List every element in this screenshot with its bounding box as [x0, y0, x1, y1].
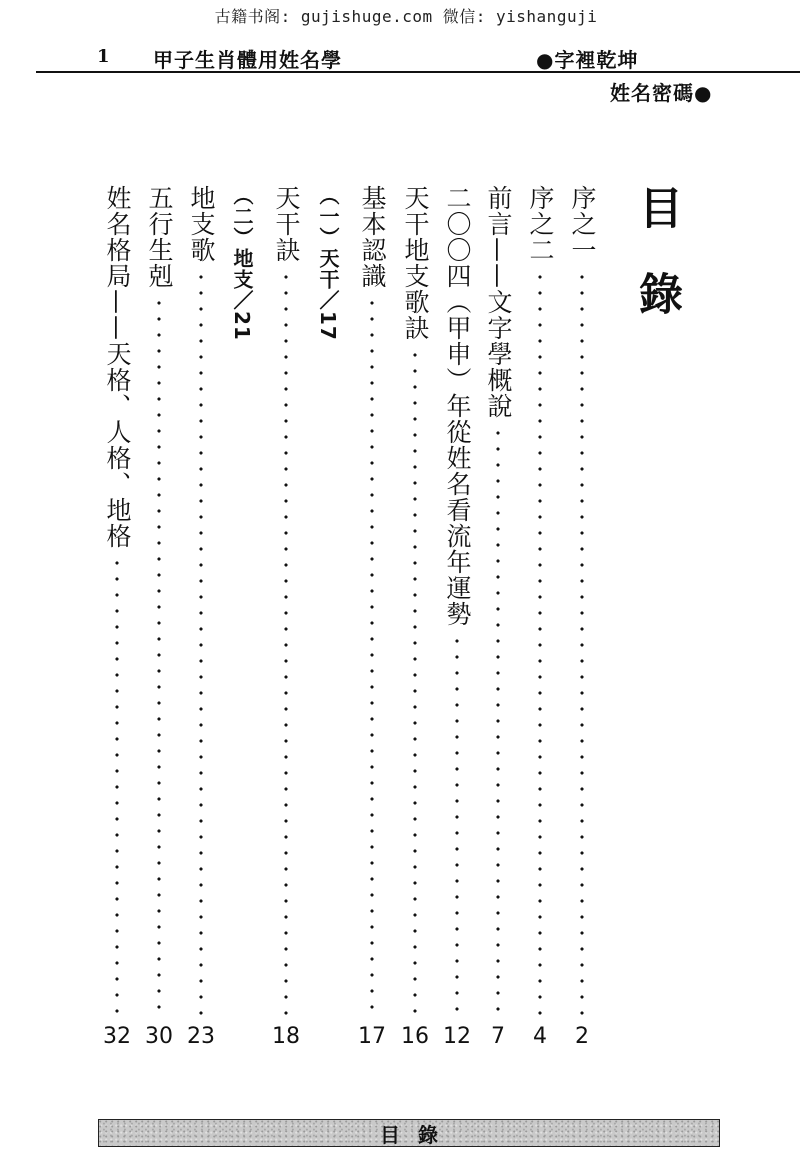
toc-page-number: 17	[358, 1024, 386, 1049]
toc-entry[interactable]	[145, 185, 173, 1015]
toc-entry-text: 五行生剋	[145, 185, 174, 289]
leader-dots	[199, 269, 203, 1015]
toc-page-number: 4	[533, 1024, 547, 1049]
toc-entry[interactable]	[484, 185, 512, 1015]
footer-label: 目錄	[380, 1122, 456, 1147]
toc-subentry[interactable]	[228, 185, 256, 341]
toc-subentry[interactable]	[314, 185, 342, 341]
page-number: 1	[97, 46, 110, 67]
toc-page-number: 23	[187, 1024, 215, 1049]
leader-dots	[580, 269, 584, 1015]
toc-entry-text: 序之二	[526, 185, 555, 263]
leader-dots	[370, 295, 374, 1015]
toc-entry-text: 天干地支歌訣	[401, 185, 430, 341]
toc-entry[interactable]	[272, 185, 300, 1015]
toc-entry[interactable]	[401, 185, 429, 1015]
watermark-text: 古籍书阁: gujishuge.com 微信: yishanguji	[214, 7, 598, 26]
toc-page-number: 30	[145, 1024, 173, 1049]
toc-entry[interactable]	[103, 185, 131, 1015]
leader-dots	[538, 269, 542, 1015]
leader-dots	[496, 425, 500, 1015]
leader-dots	[115, 555, 119, 1015]
toc-entry-text: （一）天干／17	[316, 185, 340, 341]
header-rule	[36, 71, 800, 73]
book-title: 甲子生肖體用姓名學	[153, 48, 342, 72]
toc-entry-text: 姓名格局——天格、人格、地格	[103, 185, 132, 549]
toc-entry-text: 天干訣	[272, 185, 301, 263]
leader-dots	[413, 347, 417, 1015]
toc-entry-text: 地支歌	[187, 185, 216, 263]
toc-entry-text: （二）地支／21	[230, 185, 254, 341]
toc-entry-text: 前言——文字學概說	[484, 185, 513, 419]
toc-entry-text: 二〇〇四（甲申）年從姓名看流年運勢	[443, 185, 472, 627]
toc-entry[interactable]	[187, 185, 215, 1015]
toc-entry-text: 序之一	[568, 185, 597, 263]
leader-dots	[284, 269, 288, 1015]
toc-page-number: 32	[103, 1024, 131, 1049]
toc-entry[interactable]	[526, 185, 554, 1015]
toc-page-number: 16	[401, 1024, 429, 1049]
toc-page-number: 7	[491, 1024, 505, 1049]
leader-dots	[455, 633, 459, 1015]
leader-dots	[157, 295, 161, 1015]
toc-page-number: 2	[575, 1024, 589, 1049]
subsection-title: 姓名密碼●	[610, 81, 713, 105]
toc-title: 目錄	[631, 185, 682, 357]
toc-entry[interactable]	[568, 185, 596, 1015]
footer-bar	[98, 1119, 720, 1147]
toc-entry-text: 基本認識	[358, 185, 387, 289]
toc-entry[interactable]	[358, 185, 386, 1015]
toc-page-number: 18	[272, 1024, 300, 1049]
toc-entry[interactable]	[443, 185, 471, 1015]
section-title: ●字裡乾坤	[536, 48, 639, 72]
toc-page-number: 12	[443, 1024, 471, 1049]
